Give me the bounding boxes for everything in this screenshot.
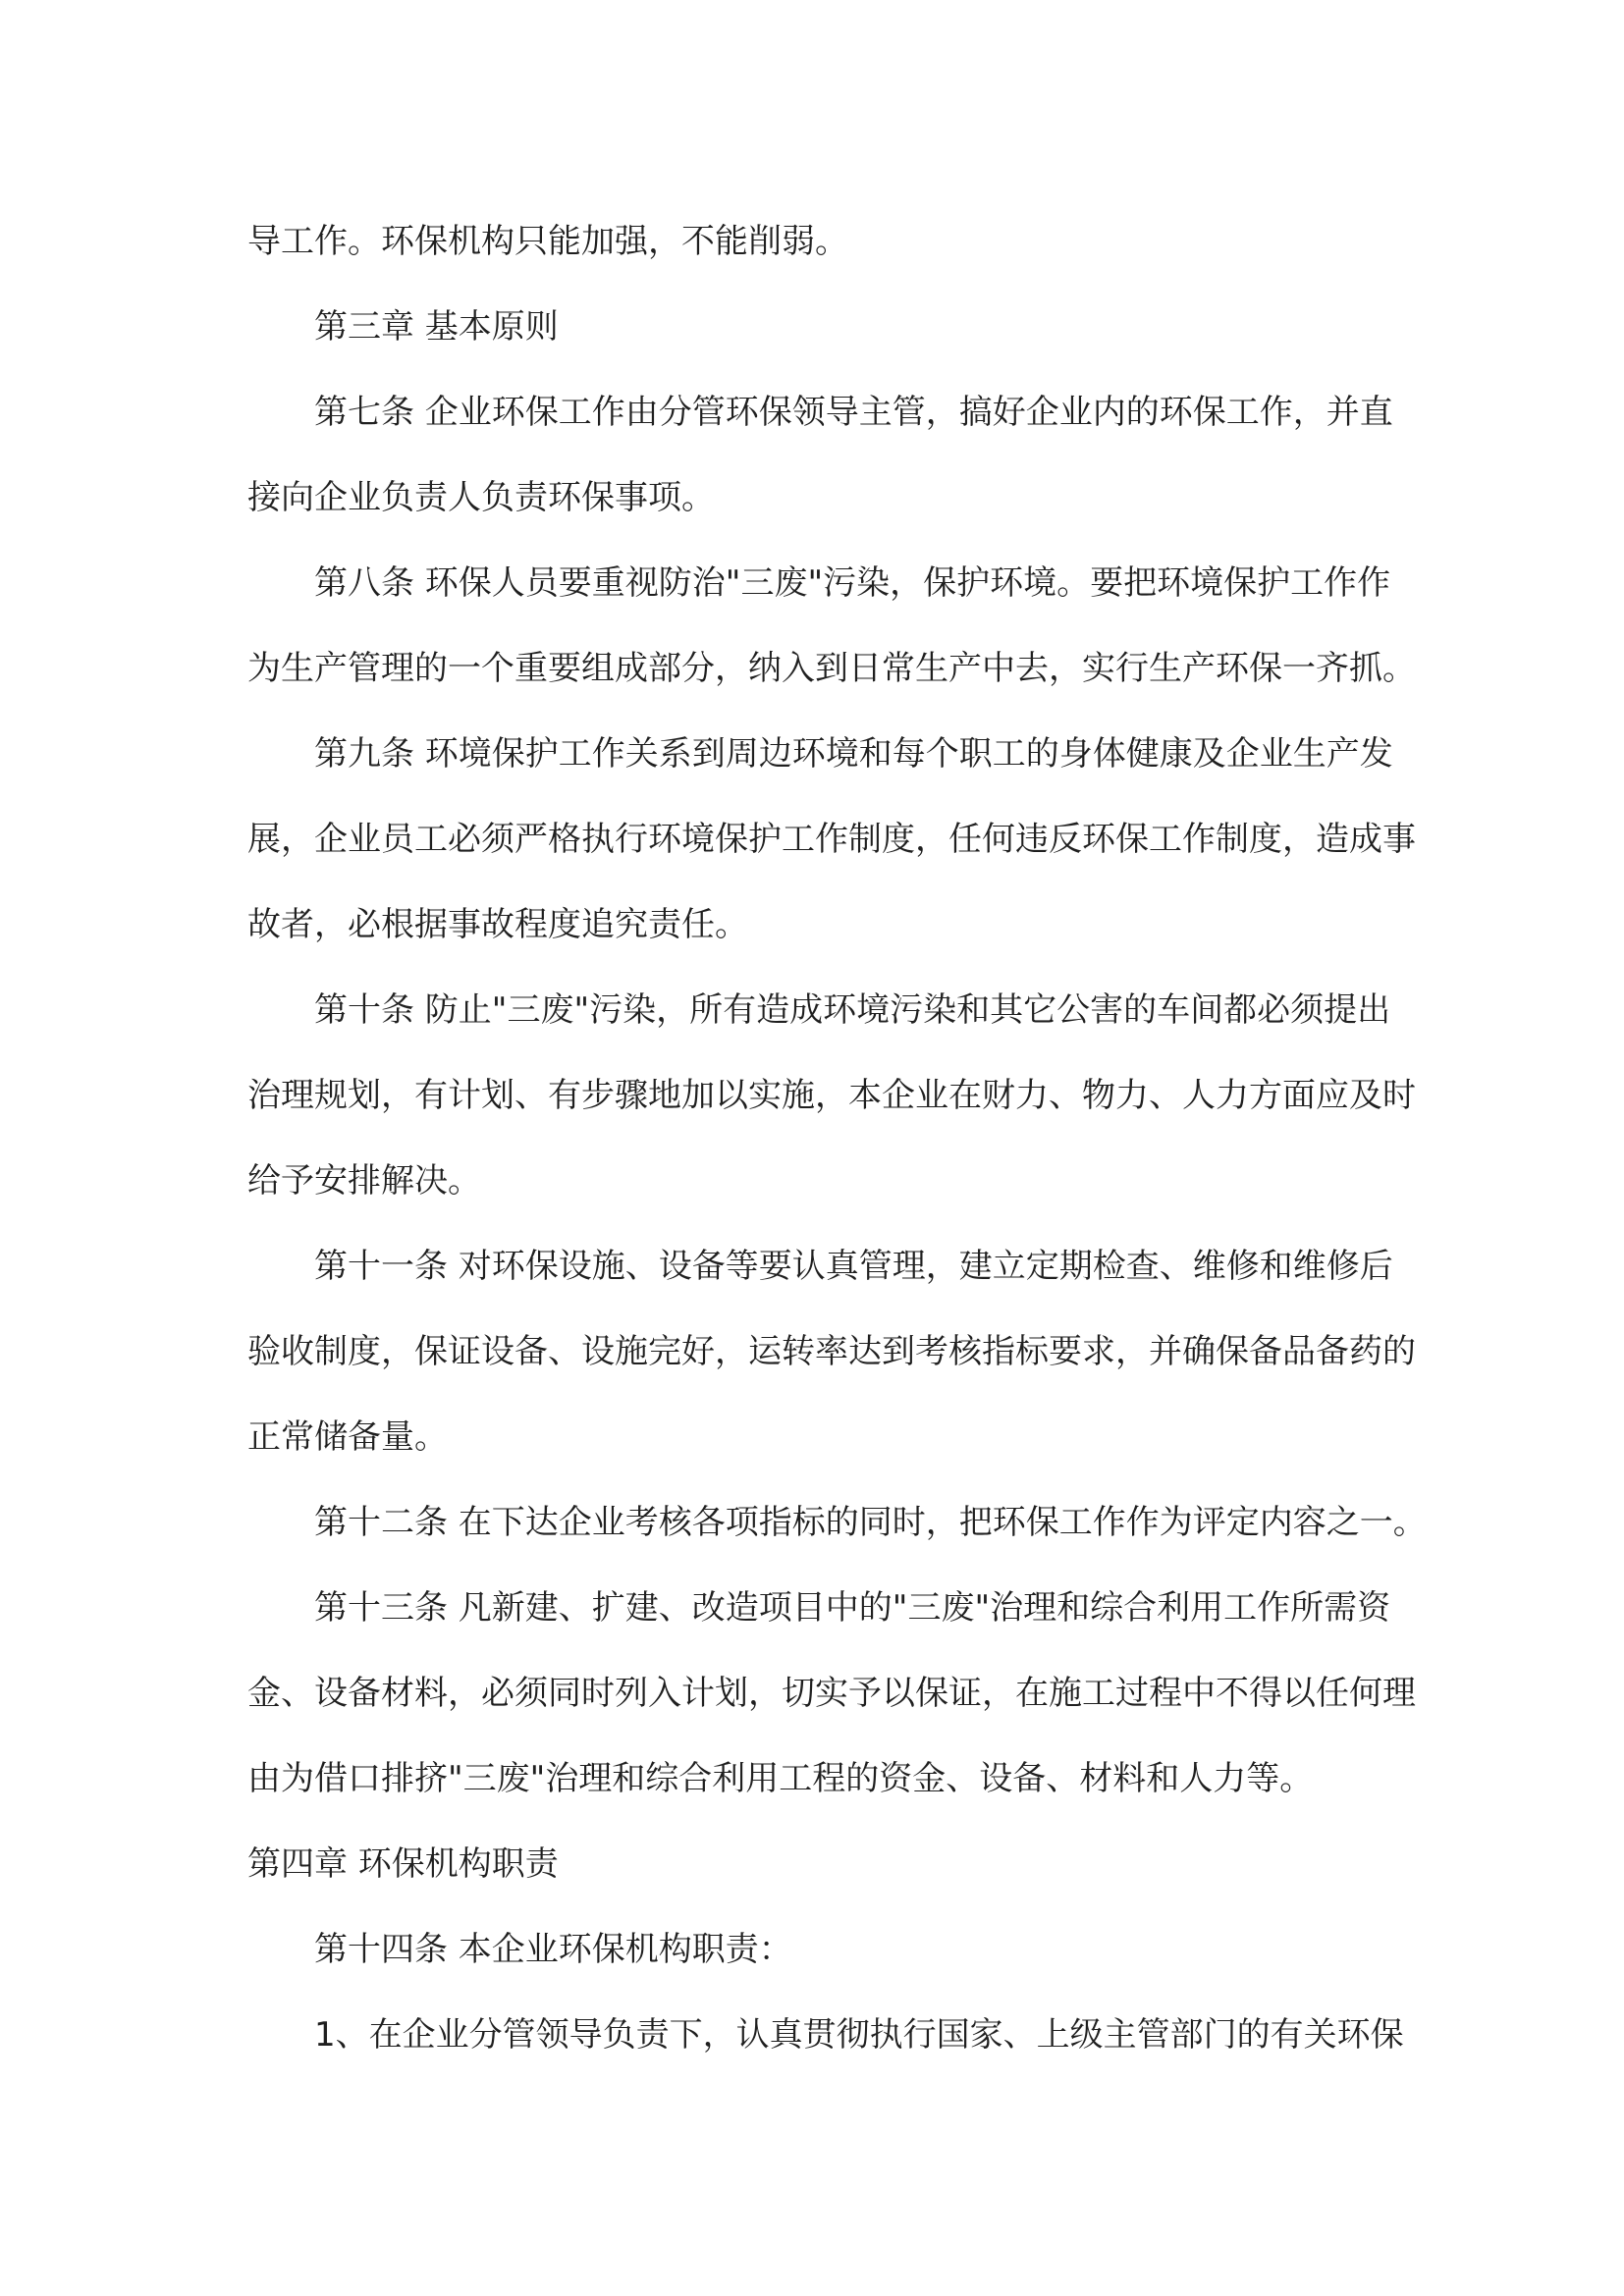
article-line: 第九条 环境保护工作关系到周边环境和每个职工的身体健康及企业生产发 — [314, 734, 1393, 774]
paragraph-line: 给予安排解决。 — [247, 1161, 481, 1201]
paragraph-line: 导工作。环保机构只能加强，不能削弱。 — [247, 222, 848, 261]
article-line: 第十条 防止"三废"污染，所有造成环境污染和其它公害的车间都必须提出 — [314, 990, 1391, 1030]
paragraph-line: 由为借口排挤"三废"治理和综合利用工程的资金、设备、材料和人力等。 — [247, 1759, 1314, 1798]
article-line: 第七条 企业环保工作由分管环保领导主管，搞好企业内的环保工作，并直 — [314, 393, 1393, 432]
document-body — [247, 212, 1427, 2091]
paragraph-line: 金、设备材料，必须同时列入计划，切实予以保证，在施工过程中不得以任何理 — [247, 1674, 1416, 1713]
article-line: 第十三条 凡新建、扩建、改造项目中的"三废"治理和综合利用工作所需资 — [314, 1588, 1391, 1628]
article-line: 第十四条 本企业环保机构职责： — [314, 1930, 792, 1969]
article-line: 第十一条 对环保设施、设备等要认真管理，建立定期检查、维修和维修后 — [314, 1247, 1393, 1286]
paragraph-line: 展，企业员工必须严格执行环境保护工作制度，任何违反环保工作制度，造成事 — [247, 820, 1416, 859]
paragraph-line: 为生产管理的一个重要组成部分，纳入到日常生产中去，实行生产环保一齐抓。 — [247, 649, 1416, 688]
paragraph-line: 故者，必根据事故程度追究责任。 — [247, 905, 748, 944]
chapter-heading: 第四章 环保机构职责 — [247, 1844, 559, 1884]
paragraph-line: 正常储备量。 — [247, 1417, 448, 1457]
chapter-heading: 第三章 基本原则 — [314, 307, 559, 347]
paragraph-line: 验收制度，保证设备、设施完好，运转率达到考核指标要求，并确保备品备药的 — [247, 1332, 1416, 1371]
paragraph-line: 接向企业负责人负责环保事项。 — [247, 478, 715, 517]
article-line: 第十二条 在下达企业考核各项指标的同时，把环保工作作为评定内容之一。 — [314, 1503, 1427, 1542]
article-line: 第八条 环保人员要重视防治"三废"污染，保护环境。要把环境保护工作作 — [314, 563, 1391, 603]
list-item: 1、在企业分管领导负责下，认真贯彻执行国家、上级主管部门的有关环保 — [314, 2015, 1404, 2055]
paragraph-line: 治理规划，有计划、有步骤地加以实施，本企业在财力、物力、人力方面应及时 — [247, 1076, 1416, 1115]
